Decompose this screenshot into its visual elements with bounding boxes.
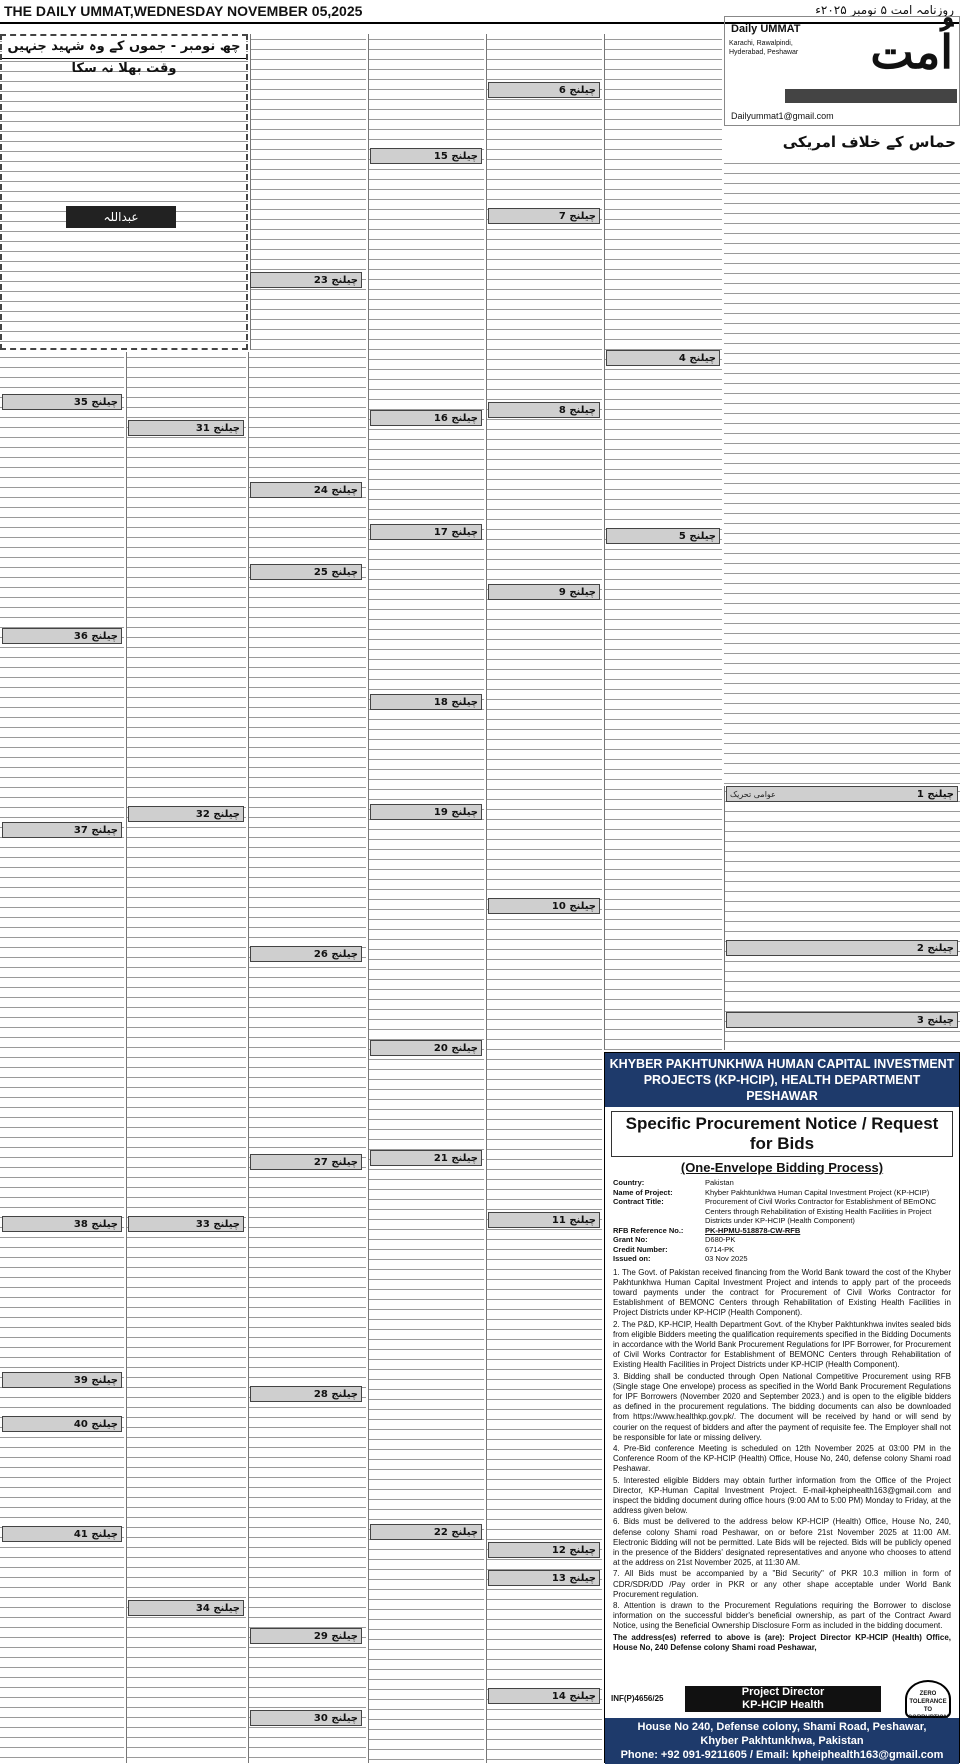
section-header: چیلنج 33 xyxy=(128,1216,244,1232)
urdu-date-header: روزنامہ امت ۵ نومبر ۲۰۲۵ء xyxy=(815,3,954,17)
ad-project-director: Project Director KP-HCIP Health xyxy=(685,1686,881,1712)
section-header: چیلنج 21 xyxy=(370,1150,482,1166)
ad-reference: INF(P)4656/25 xyxy=(611,1694,664,1703)
section-header: چیلنج 3 xyxy=(726,1012,958,1028)
ad-info-row: RFB Reference No.: PK-HPMU-518878-CW-RFB xyxy=(613,1225,801,1235)
section-header: چیلنج 36 xyxy=(2,628,122,644)
ad-process: (One-Envelope Bidding Process) xyxy=(680,1160,884,1175)
section-header: چیلنج 34 xyxy=(128,1600,244,1616)
ad-info-row: Name of Project: Khyber Pakhtunkhwa Human Capital Investment Project (KP-HCIP) xyxy=(613,1187,930,1197)
section-header: چیلنج 7 xyxy=(488,208,600,224)
section-header: چیلنج 12 xyxy=(488,1542,600,1558)
ad-paragraph: 7. All Bids must be accompanied by a "Bid Security" of PKR 10.3 million in form of CDR/SDR/DD /Pay order in PKR or any other shape acceptable under World Bank Procurement regulation. xyxy=(613,1569,951,1599)
section-header: چیلنج 1 عوامی تحریک xyxy=(726,786,958,802)
section-header: چیلنج 2 xyxy=(726,940,958,956)
section-header: چیلنج 20 xyxy=(370,1040,482,1056)
ad-info-row: Grant No: D680-PK xyxy=(613,1235,736,1244)
editorial-headline: حماس کے خلاف امریکی xyxy=(782,133,956,151)
ad-footer xyxy=(605,1676,959,1762)
ad-paragraph: 2. The P&D, KP-HCIP, Health Department Govt. of the Khyber Pakhtunkhwa invites sealed bids from eligible Bidders meeting the qualification requirements specified in the Bidding Documents in accordance with the World Bank Procurement Regulations for IPF Borrower, for Procurement of Civil Works Contractor for Establishment of BEMONC Centers through Rehabilitation of Existing Health Facilities in Project Districts under KP-HCIP (Health Component). xyxy=(613,1319,951,1370)
ad-paragraph: 4. Pre-Bid conference Meeting is scheduled on 12th November 2025 at 03:00 PM in the Conference Room of the KP-HCIP (Health) Office, House No, 240, defense colony Shami road Peshawar. xyxy=(613,1443,951,1474)
section-header: چیلنج 31 xyxy=(128,420,244,436)
column-text xyxy=(368,34,484,1763)
english-date-header: THE DAILY UMMAT,WEDNESDAY NOVEMBER 05,2025 xyxy=(4,3,363,19)
section-header: چیلنج 38 xyxy=(2,1216,122,1232)
section-header: چیلنج 27 xyxy=(250,1154,362,1170)
section-header: چیلنج 10 xyxy=(488,898,600,914)
section-header: چیلنج 40 xyxy=(2,1416,122,1432)
ad-info-table xyxy=(613,1178,951,1264)
masthead-daily-label: Daily UMMAT xyxy=(731,23,801,35)
section-header: چیلنج 37 xyxy=(2,822,122,838)
section-header: چیلنج 4 xyxy=(606,350,720,366)
column-text xyxy=(724,786,960,1050)
ad-paragraph: The address(es) referred to above is (are): Project Director KP-HCIP (Health) Office, House No, 240 Defense colony Shami road Peshawar, xyxy=(613,1632,951,1652)
section-header: چیلنج 17 xyxy=(370,524,482,540)
section-header: چیلنج 26 xyxy=(250,946,362,962)
special-article-author: عبداللہ xyxy=(66,206,176,228)
section-header: چیلنج 18 xyxy=(370,694,482,710)
section-header: چیلنج 25 xyxy=(250,564,362,580)
ummat-logo: اُمت xyxy=(870,25,953,79)
ad-paragraph: 8. Attention is drawn to the Procurement Regulations requiring the Borrower to disclose information on the successful bidder's beneficial ownership, as part of the Contract Award Notice, using the Beneficial Ownership Disclosure Form as included in the bidding document. xyxy=(613,1601,951,1631)
section-header: چیلنج 32 xyxy=(128,806,244,822)
section-header: چیلنج 39 xyxy=(2,1372,122,1388)
ad-paragraph: 6. Bids must be delivered to the address below KP-HCIP (Health) Office, House No, 240, defense colony Shami road Peshawar, on or before 21st November 2025 at 11:00 AM. Electronic Bidding will not be permitted. Late Bids will be rejected. Bids will be publicly opened in the presence of the Bidders' designated representatives and anyone who chooses to attend at the address on 21st November 2025, at 11:30 AM. xyxy=(613,1517,951,1568)
ad-paragraph: 3. Bidding shall be conducted through Open National Competitive Procurement using RFB (Single stage One envelope) process as specified in the World Bank Procurement Regulations for IPF Borrowers (November 2020 and September 2023.) and is open to the eligible bidders as defined in the procurement regulations. The bidding documents can also be downloaded from https://www.healthkp.gov.pk/. The document will be received by hand or will send by courier on the request of bidders and after the payment of requisite fee. The Employer shall not be responsible for late or missing delivery. xyxy=(613,1371,951,1442)
ad-info-row: Credit Number: 6714-PK xyxy=(613,1244,735,1254)
section-header: چیلنج 29 xyxy=(250,1628,362,1644)
ad-org-title: KHYBER PAKHTUNKHWA HUMAN CAPITAL INVESTMENT PROJECTS (KP-HCIP), HEALTH DEPARTMENT PESHAWAR xyxy=(605,1053,959,1107)
ad-info-row: Country: Pakistan xyxy=(613,1178,734,1187)
section-header: چیلنج 15 xyxy=(370,148,482,164)
zero-tolerance-badge: ZERO TOLERANCE TO xyxy=(905,1680,951,1718)
section-header: چیلنج 16 xyxy=(370,410,482,426)
ad-info-row: Contract Title: Procurement of Civil Works Contractor for Establishment of BEmONC Centers through Rehabilitation of Existing Health Facilities in Project Districts under KP-HCIP (Health Component) xyxy=(613,1197,937,1225)
section-header: چیلنج 35 xyxy=(2,394,122,410)
section-header: چیلنج 30 xyxy=(250,1710,362,1726)
special-article-title: چھ نومبر - جموں کے وہ شہید جنہیں وقت بھلا نہ سکا xyxy=(2,36,246,59)
masthead-cities: Karachi, Rawalpindi, Hyderabad, Peshawar xyxy=(729,40,799,56)
section-header: چیلنج 23 xyxy=(250,272,362,288)
ad-paragraph: 5. Interested eligible Bidders may obtain further information from the Office of the Project Director, KP-Human Capital Investment Project. E-mail-kpheiphealth163@gmail.com and inspect the bidding document during office hours (9:00 AM to 5:00 PM) Monday to Friday, at the address given below. xyxy=(613,1475,951,1516)
section-header: چیلنج 24 xyxy=(250,482,362,498)
special-article-box xyxy=(0,34,248,350)
editorial-text xyxy=(724,158,960,784)
column-text xyxy=(0,352,124,1763)
masthead-email: Dailyummat1@gmail.com xyxy=(731,111,834,121)
ad-paragraph: 1. The Govt. of Pakistan received financing from the World Bank toward the cost of the Khyber Pakhtunkhwa Human Capital Investment Project and intends to apply part of the proceeds toward payments under the contract for Procurement of Civil Works Contractor for Establishment of BEMONC Centers through Rehabilitation of Existing Health Facilities in Project Districts under KP-HCIP (Health Component). xyxy=(613,1267,951,1318)
ad-paragraphs xyxy=(613,1268,951,1654)
section-header: چیلنج 41 xyxy=(2,1526,122,1542)
ad-info-row: Issued on: 03 Nov 2025 xyxy=(613,1254,748,1263)
procurement-ad xyxy=(604,1052,960,1763)
section-header: چیلنج 11 xyxy=(488,1212,600,1228)
section-header: چیلنج 19 xyxy=(370,804,482,820)
column-text xyxy=(126,352,246,1763)
section-header: چیلنج 9 xyxy=(488,584,600,600)
ad-address: House No 240, Defense colony, Shami Road, Peshawar, Khyber Pakhtunkhwa, Pakistan Phone: +92 091-9211605 / Email: kpheiphealth163@gmail.com xyxy=(605,1718,959,1764)
section-header: چیلنج 6 xyxy=(488,82,600,98)
ad-notice-title: Specific Procurement Notice / Request for Bids xyxy=(611,1111,953,1157)
masthead xyxy=(724,16,960,126)
section-header: چیلنج 22 xyxy=(370,1524,482,1540)
section-header: چیلنج 28 xyxy=(250,1386,362,1402)
column-text xyxy=(250,34,366,350)
section-header: چیلنج 13 xyxy=(488,1570,600,1586)
masthead-strip xyxy=(785,89,957,103)
section-header: چیلنج 5 xyxy=(606,528,720,544)
section-header: چیلنج 14 xyxy=(488,1688,600,1704)
section-header: چیلنج 8 xyxy=(488,402,600,418)
